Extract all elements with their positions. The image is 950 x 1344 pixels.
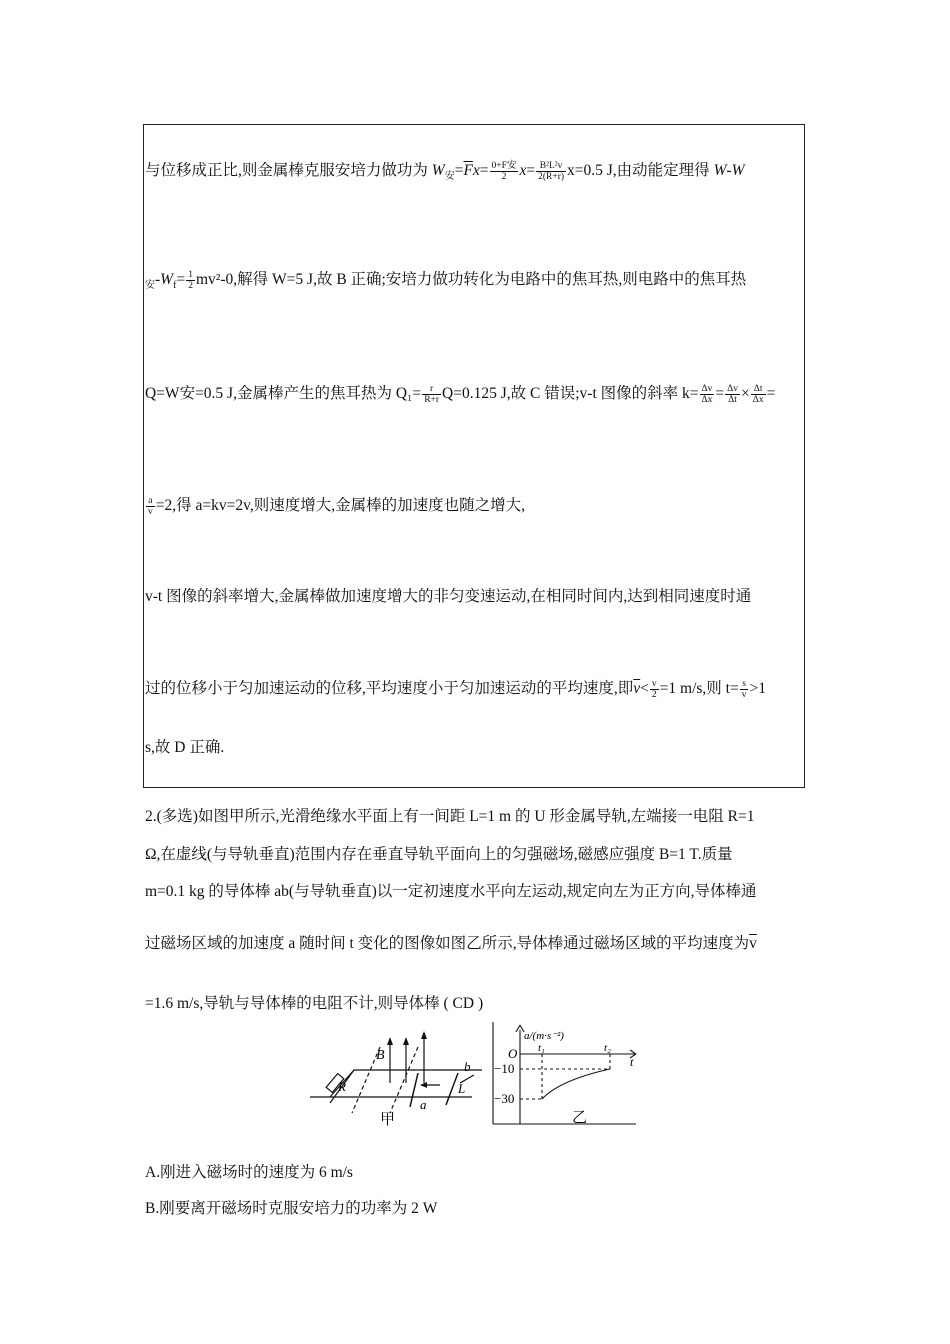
solution-line-2: $_安-W_f=$ $\frac{1}{2}$ mv²-0,解得 W=5 J,故 B 正确;安培力做功转化为电路中的焦耳热,则电路中的焦耳热 bbox=[145, 269, 747, 292]
caption-jia: 甲 bbox=[380, 1110, 396, 1128]
label-a: a bbox=[420, 1097, 427, 1112]
question-line-4: 过磁场区域的加速度 a 随时间 t 变化的图像如图乙所示,导体棒通过磁场区域的平均速度为$\overline{v}$ bbox=[145, 935, 757, 952]
y-tick-minus10: −10 bbox=[494, 1061, 515, 1076]
label-L: L bbox=[458, 1081, 466, 1096]
question-line-5: =1.6 m/s,导轨与导体棒的电阻不计,则导体棒 ( CD ) bbox=[145, 995, 484, 1012]
y-tick-minus30: −30 bbox=[494, 1091, 515, 1106]
label-b: b bbox=[464, 1059, 471, 1074]
t2-label: t₂ bbox=[604, 1042, 611, 1054]
solution-line-7: s,故 D 正确. bbox=[145, 739, 225, 756]
solution-line-5: v-t 图像的斜率增大,金属棒做加速度增大的非匀变速运动,在相同时间内,达到相同速度时通 bbox=[145, 588, 752, 605]
solution-line-4: $\frac{a}{v}$ =2,得 a=kv=2v,则速度增大,金属棒的加速度也随之增大, bbox=[148, 495, 525, 517]
t1-label: t₁ bbox=[538, 1042, 545, 1054]
figure-acceleration-graph bbox=[490, 1022, 640, 1126]
question-line-1: 2.(多选)如图甲所示,光滑绝缘水平面上有一间距 L=1 m 的 U 形金属导轨,左端接一电阻 R=1 bbox=[145, 808, 755, 825]
caption-yi: 乙 bbox=[572, 1108, 588, 1126]
label-R: R bbox=[338, 1079, 346, 1094]
t-axis-label: t bbox=[630, 1055, 634, 1069]
option-b: B.刚要离开磁场时克服安培力的功率为 2 W bbox=[145, 1200, 438, 1217]
figure-rails-diagram bbox=[310, 1025, 490, 1130]
solution-line-6: 过的位移小于匀加速运动的位移,平均速度小于匀加速运动的平均速度,即$\overline{v}<$ $\frac{v}{2}$ =1 m/s,则 t= $\frac{s}{v}$ >1 bbox=[145, 678, 766, 700]
solution-line-3: Q=W安=0.5 J,金属棒产生的焦耳热为 Q₁= $\frac{r}{R+r}$ Q=0.125 J,故 C 错误;v-t 图像的斜率 k= $\frac{\Delta v}{\Delta x}$ = $\frac{\Delta v}{\Delta t}$ × $\frac{\Delta t}{\Delta x}$ = bbox=[145, 383, 776, 405]
label-B: B bbox=[376, 1048, 385, 1063]
question-line-3: m=0.1 kg 的导体棒 ab(与导轨垂直)以一定初速度水平向左运动,规定向左为正方向,导体棒通 bbox=[145, 883, 757, 900]
solution-line-1: 与位移成正比,则金属棒克服安培力做功为 $W_安=\overline{F}x=$ $\frac{\text{0+F安}}{2}$ x= $\frac{\text{B²L²v}}{2(R+r)}$ x=0.5 J,由动能定理得 W-W bbox=[145, 160, 745, 183]
origin-label: O bbox=[508, 1046, 518, 1061]
option-a: A.刚进入磁场时的速度为 6 m/s bbox=[145, 1164, 353, 1181]
y-axis-label: a/(m·s⁻²) bbox=[524, 1030, 564, 1042]
question-line-2: Ω,在虚线(与导轨垂直)范围内存在垂直导轨平面向上的匀强磁场,磁感应强度 B=1 T.质量 bbox=[145, 846, 733, 863]
